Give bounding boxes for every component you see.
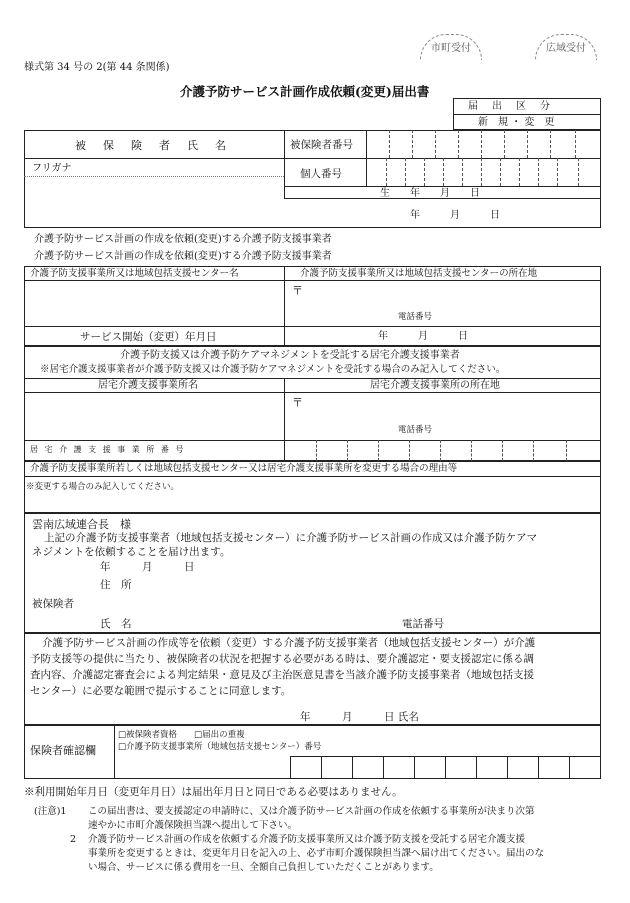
confirmation-label: 保険者確認欄	[30, 744, 96, 757]
provider-postal-mark: 〒	[292, 284, 303, 297]
category-value[interactable]: 新 規 ・ 変 更	[478, 117, 555, 128]
declaration-name-label: 氏 名	[100, 618, 132, 630]
home-care-postal-mark: 〒	[292, 396, 303, 409]
home-care-name-label: 居宅介護支援事業所名	[98, 380, 198, 391]
provider-address-label: 介護予防支援事業所又は地域包括支援センターの所在地	[300, 268, 538, 279]
declaration-date: 年 月 日	[100, 561, 195, 573]
service-start-value: 年 月 日	[378, 331, 468, 342]
support-provider-intro: 介護予防サービス計画の作成を依頼(変更)する介護予防支援事業者	[34, 234, 332, 245]
consent-line-4: センター）に必要な範囲で提示することに同意します。	[30, 685, 292, 697]
birth-ymd: 年 月 日	[410, 210, 500, 221]
home-care-phone-label: 電話番号	[398, 425, 433, 435]
footer-note1-line1: この届出書は、要支援認定の申請時に、又は介護予防サービス計画の作成を依頼する事業所が決まり次第	[88, 806, 535, 817]
footer-start-note: ※利用開始年月日（変更年月日）は届出年月日と同日である必要はありません。	[24, 786, 403, 798]
declaration-phone-label: 電話番号	[402, 618, 444, 630]
footer-note2-line1: 介護予防サービス計画の作成を依頼する介護予防支援事業所又は介護予防支援を受託する居宅介護支援	[88, 834, 526, 845]
page-title: 介護予防サービス計画作成依頼(変更)届出書	[180, 84, 430, 99]
footer-note2-line3: い場合、サービスに係る費用を一旦、全額自己負担していただくことがあります。	[88, 862, 439, 873]
footer-note2-num: 2	[70, 834, 77, 845]
insured-number-label: 被保険者番号	[290, 139, 353, 151]
birth-date: 生 年 月 日	[380, 188, 480, 199]
consent-line-1: 介護予防サービス計画の作成等を依頼（変更）する介護予防支援事業者（地域包括支援センター）が介護	[42, 637, 536, 649]
home-care-address-label: 居宅介護支援事業所の所在地	[370, 380, 500, 391]
confirmation-check-2[interactable]: □介護予防支援事業所（地域包括支援センター）番号	[118, 742, 322, 752]
reason-note: ※変更する場合のみ記入してください。	[26, 482, 180, 492]
provider-phone-label: 電話番号	[398, 312, 433, 322]
declaration-addressee: 雲南広域連合長 様	[32, 518, 131, 531]
home-care-line1: 介護予防支援又は介護予防ケアマネジメントを受託する居宅介護支援事業者	[120, 350, 460, 361]
support-provider-intro-2: 介護予防サービス計画の作成を依頼(変更)する介護予防支援事業者	[34, 251, 332, 262]
home-care-number-label: 居 宅 介 護 支 援 事 業 所 番 号	[30, 445, 186, 454]
form-number: 様式第 34 号の 2(第 44 条関係)	[24, 62, 170, 73]
service-start-label: サービス開始（変更）年月日	[80, 331, 217, 343]
consent-date-name: 年 月 日 氏名	[300, 711, 419, 723]
declaration-insured-label: 被保険者	[32, 598, 74, 610]
consent-line-3: 査内容、介護認定審査会による判定結果・意見及び主治医意見書を当該介護予防支援事業者（地域包括支援	[30, 669, 534, 681]
category-label: 届 出 区 分	[468, 101, 552, 112]
home-care-line2: ※居宅介護支援事業者が介護予防支援又は介護予防ケアマネジメントを受託する場合のみ記入してください。	[40, 364, 506, 375]
footer-notes-label: (注意)1	[34, 806, 67, 817]
footer-note2-line2: 事業所を変更するときは、変更年月日を記入の上、必ず市町介護保険担当課へ届け出てください。届出のな	[88, 848, 545, 859]
declaration-body-2: ネジメントを依頼することを届け出ます。	[32, 546, 231, 558]
city-stamp: 市町受付	[420, 34, 482, 60]
personal-number-label: 個人番号	[300, 168, 342, 180]
wide-stamp: 広域受付	[535, 34, 597, 60]
declaration-address-label: 住 所	[100, 579, 132, 591]
declaration-body-1: 上記の介護予防支援事業者（地域包括支援センター）に介護予防サービス計画の作成又は介護予防ケアマ	[44, 532, 538, 544]
provider-name-label: 介護予防支援事業所又は地域包括支援センター名	[30, 268, 239, 279]
confirmation-check-1[interactable]: □被保険者資格 □届出の重複	[118, 730, 245, 740]
consent-line-2: 予防支援等の提供に当たり、被保険者の状況を把握する必要がある時は、要介護認定・要支援認定に係る調	[30, 653, 534, 665]
furigana-label: フリガナ	[32, 163, 72, 174]
reason-label: 介護予防支援事業所若しくは地域包括支援センター又は居宅介護支援事業所を変更する場合の理由等	[30, 463, 458, 474]
insured-name-label: 被 保 険 者 氏 名	[75, 139, 229, 152]
footer-note1-line2: 速やかに市町介護保険担当課へ提出して下さい。	[88, 820, 298, 831]
